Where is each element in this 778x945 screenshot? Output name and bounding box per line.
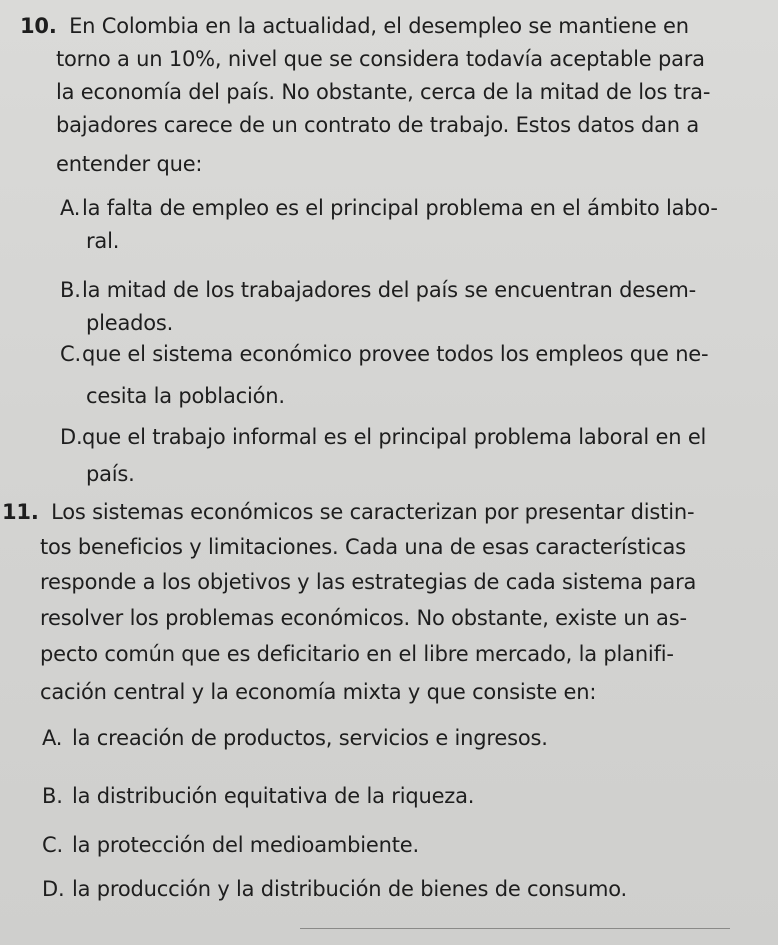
question-10-option-a-cont: ral. (86, 229, 120, 253)
question-11-line-6: cación central y la economía mixta y que consiste en: (40, 680, 597, 704)
question-10-option-a[interactable] (60, 196, 718, 220)
option-letter: A. (60, 196, 81, 220)
question-11-option-c[interactable] (42, 833, 419, 857)
question-10-line-4: bajadores carece de un contrato de trabajo. Estos datos dan a (56, 113, 700, 137)
option-letter: B. (60, 278, 81, 302)
question-10-line-1 (20, 14, 689, 38)
bottom-divider (300, 928, 730, 929)
question-11-line-2: tos beneficios y limitaciones. Cada una de esas características (40, 535, 686, 559)
option-letter: A. (42, 726, 63, 750)
option-text: la protección del medioambiente. (72, 833, 419, 857)
question-11-option-b[interactable] (42, 784, 474, 808)
option-text: que el trabajo informal es el principal problema laboral en el (82, 425, 707, 449)
option-letter: C. (60, 342, 81, 366)
question-11-line-1 (2, 500, 694, 524)
question-10-number: 10. (20, 14, 57, 38)
option-letter: D. (42, 877, 65, 901)
question-10-text: En Colombia en la actualidad, el desempleo se mantiene en (69, 14, 689, 38)
question-10-option-b[interactable] (60, 278, 696, 302)
option-text: que el sistema económico provee todos los empleos que ne- (82, 342, 709, 366)
question-11-number: 11. (2, 500, 39, 524)
option-letter: D. (60, 425, 83, 449)
question-11-option-d[interactable] (42, 877, 627, 901)
question-10-option-d-cont: país. (86, 462, 135, 486)
question-10-line-3: la economía del país. No obstante, cerca de la mitad de los tra- (56, 80, 711, 104)
question-10-line-5: entender que: (56, 152, 203, 176)
question-11-line-5: pecto común que es deficitario en el libre mercado, la planifi- (40, 642, 674, 666)
question-10-option-c-cont: cesita la población. (86, 384, 285, 408)
question-11-line-3: responde a los objetivos y las estrategias de cada sistema para (40, 570, 697, 594)
option-text: la creación de productos, servicios e ingresos. (72, 726, 548, 750)
option-text: la producción y la distribución de bienes de consumo. (72, 877, 628, 901)
option-letter: B. (42, 784, 63, 808)
question-10-option-c[interactable] (60, 342, 708, 366)
question-10-line-2: torno a un 10%, nivel que se considera todavía aceptable para (56, 47, 705, 71)
option-letter: C. (42, 833, 63, 857)
question-10-option-b-cont: pleados. (86, 311, 174, 335)
option-text: la falta de empleo es el principal problema en el ámbito labo- (82, 196, 718, 220)
option-text: la distribución equitativa de la riqueza. (72, 784, 475, 808)
question-10-option-d[interactable] (60, 425, 706, 449)
question-11-line-4: resolver los problemas económicos. No obstante, existe un as- (40, 606, 687, 630)
question-11-text: Los sistemas económicos se caracterizan por presentar distin- (51, 500, 695, 524)
option-text: la mitad de los trabajadores del país se encuentran desem- (82, 278, 697, 302)
question-11-option-a[interactable] (42, 726, 548, 750)
